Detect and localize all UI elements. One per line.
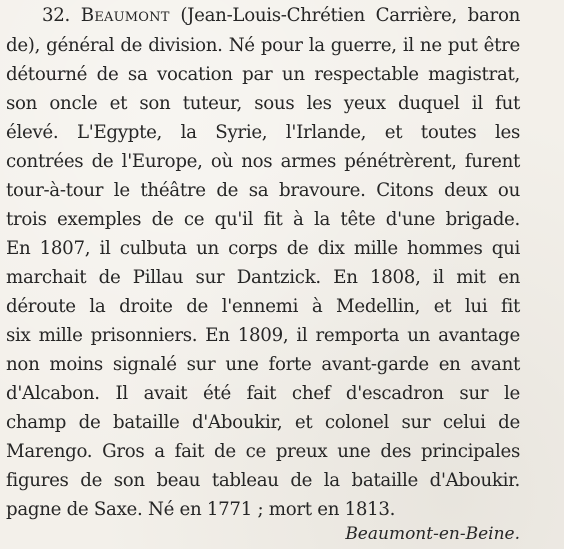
signature-place: Beaumont-en-Beine.: [345, 524, 520, 544]
text-line: contrées de l'Europe, où nos armes pénétrèrent, furent: [6, 151, 520, 172]
text-line: En 1807, il culbuta un corps de dix mille hommes qui: [6, 238, 520, 259]
text-line: déroute la droite de l'ennemi à Medellin, et lui fit: [6, 296, 520, 317]
text-line-last: pagne de Saxe. Né en 1771 ; mort en 1813.: [6, 499, 396, 520]
text-line: trois exemples de ce qu'il fit à la tête d'une brigade.: [6, 209, 520, 230]
text-line: tour-à-tour le théâtre de sa bravoure. Citons deux ou: [6, 180, 520, 201]
entry-name: Beaumont: [80, 5, 170, 26]
text-line: marchait de Pillau sur Dantzick. En 1808, il mit en: [6, 267, 520, 288]
text-line: d'Alcabon. Il avait été fait chef d'escadron sur le: [6, 383, 520, 404]
entry-line1-rest: (Jean-Louis-Chrétien Carrière, baron: [180, 5, 521, 26]
text-line: non moins signalé sur une forte avant-garde en avant: [6, 354, 520, 375]
text-line: élevé. L'Egypte, la Syrie, l'Irlande, et toutes les: [6, 122, 520, 143]
entry-number: 32.: [42, 5, 71, 26]
text-line: son oncle et son tuteur, sous les yeux duquel il fut: [6, 93, 520, 114]
text-line: de), général de division. Né pour la guerre, il ne put être: [6, 35, 520, 56]
text-line: détourné de sa vocation par un respectable magistrat,: [6, 64, 520, 85]
text-line: Marengo. Gros a fait de ce preux une des principales: [6, 441, 520, 462]
text-line: champ de bataille d'Aboukir, et colonel sur celui de: [6, 412, 520, 433]
text-line: six mille prisonniers. En 1809, il remporta un avantage: [6, 325, 520, 346]
text-line: figures de son beau tableau de la bataille d'Aboukir.: [6, 470, 520, 491]
entry-first-line: [42, 5, 520, 27]
